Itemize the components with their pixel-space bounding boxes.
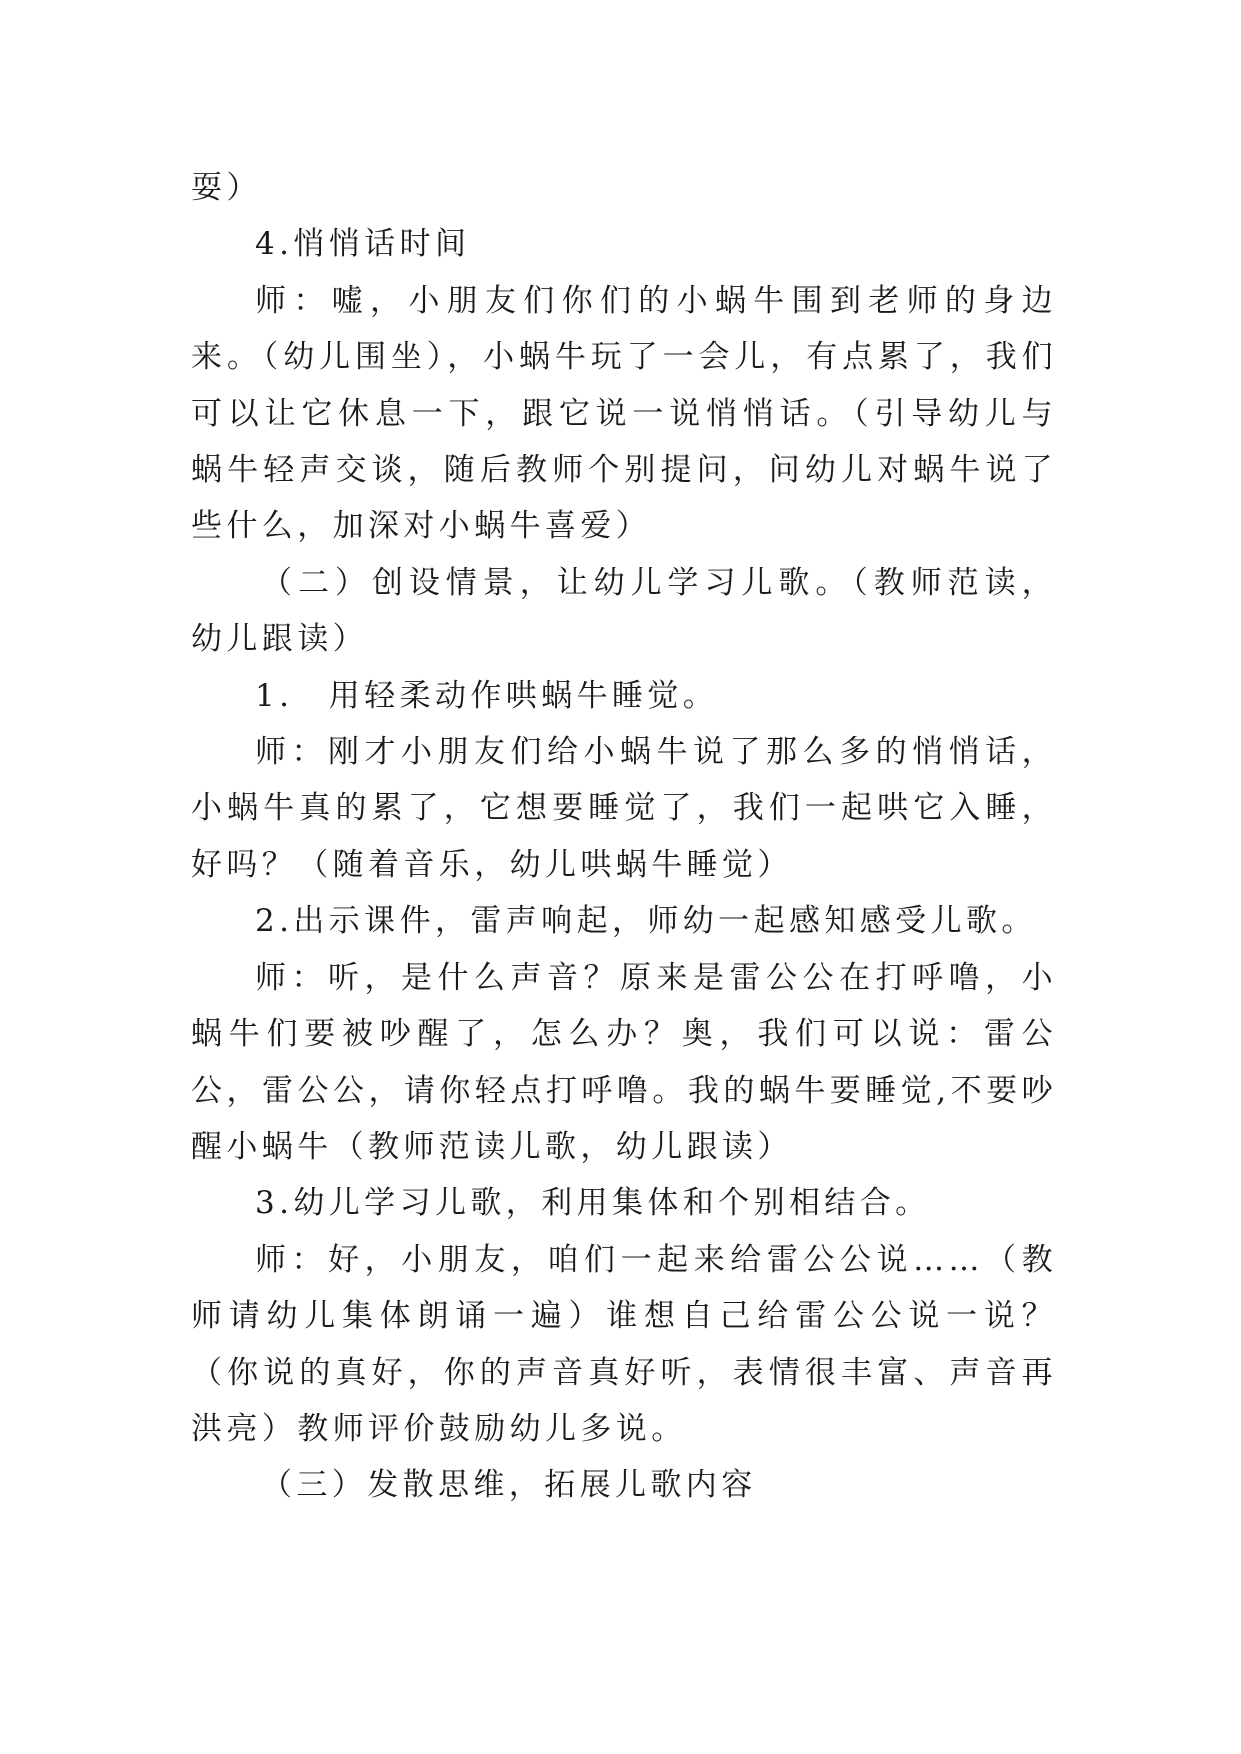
paragraph-teacher-whisper: 师：嘘，小朋友们你们的小蜗牛围到老师的身边来。（幼儿围坐），小蜗牛玩了一会儿，有点累了，我们可以让它休息一下，跟它说一说悄悄话。（引导幼儿与蜗牛轻声交谈，随后教师个别提问，问幼儿对蜗牛说了些什么，加深对小蜗牛喜爱） (191, 282, 1057, 545)
section-heading-part-two: （二）创设情景，让幼儿学习儿歌。（教师范读，幼儿跟读） (191, 564, 1057, 658)
list-item-1: 1. 用轻柔动作哄蜗牛睡觉。 (255, 677, 719, 714)
paragraph-teacher-sleep: 师：刚才小朋友们给小蜗牛说了那么多的悄悄话，小蜗牛真的累了，它想要睡觉了，我们一起哄它入睡，好吗？（随着音乐，幼儿哄蜗牛睡觉） (191, 734, 1057, 883)
document-body (191, 160, 1057, 1514)
paragraph-continuation: 耍） (191, 170, 262, 206)
section-heading-whisper-time: 4.悄悄话时间 (255, 226, 471, 263)
paragraph-teacher-recite: 师：好，小朋友，咱们一起来给雷公公说……（教师请幼儿集体朗诵一遍）谁想自己给雷公公说一说？（你说的真好，你的声音真好听，表情很丰富、声音再洪亮）教师评价鼓励幼儿多说。 (191, 1241, 1057, 1447)
list-item-2: 2.出示课件，雷声响起，师幼一起感知感受儿歌。 (255, 903, 1037, 940)
list-item-3: 3.幼儿学习儿歌，利用集体和个别相结合。 (255, 1185, 931, 1222)
section-heading-part-three: （三）发散思维，拓展儿歌内容 (261, 1467, 757, 1504)
paragraph-teacher-thunder: 师：听，是什么声音？原来是雷公公在打呼噜，小蜗牛们要被吵醒了，怎么办？奥，我们可以说：雷公公，雷公公，请你轻点打呼噜。我的蜗牛要睡觉,不要吵醒小蜗牛（教师范读儿歌，幼儿跟读） (191, 959, 1057, 1165)
